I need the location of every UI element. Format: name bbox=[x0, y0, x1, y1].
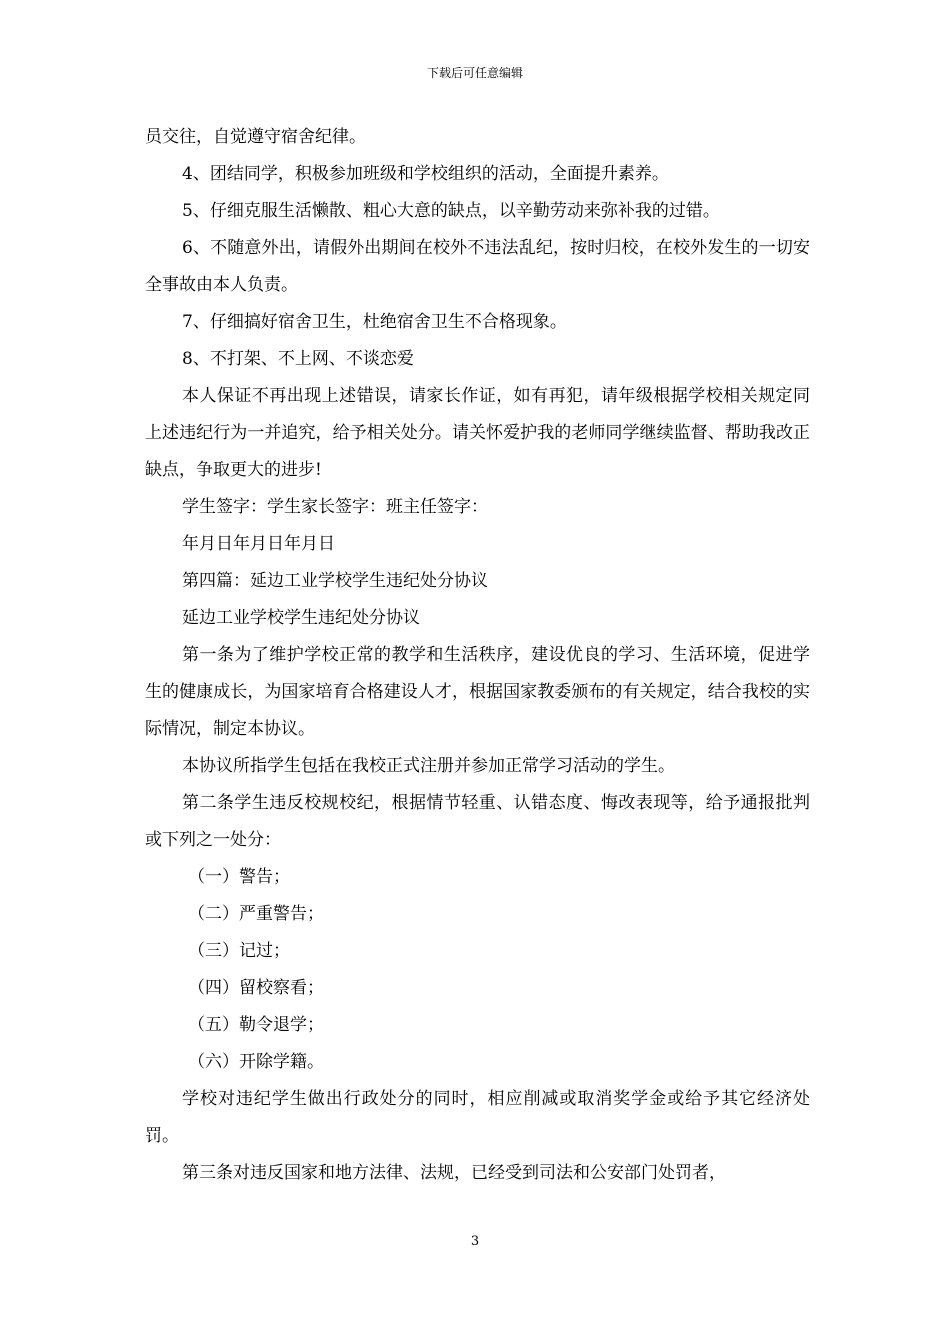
date-line: 年月日年月日年月日 bbox=[182, 534, 335, 554]
section-heading: 第四篇：延边工业学校学生违纪处分协议 bbox=[182, 571, 488, 591]
document-body bbox=[145, 119, 810, 1192]
guarantee-paragraph: 本人保证不再出现上述错误，请家长作证，如有再犯，请年级根据学校相关规定同上述违纪行为一并追究，给予相关处分。请关怀爱护我的老师同学继续监督、帮助我改正缺点，争取更大的进步! bbox=[145, 386, 810, 480]
economic-penalty-paragraph: 学校对违纪学生做出行政处分的同时，相应削减或取消奖学金或给予其它经济处罚。 bbox=[145, 1089, 810, 1146]
list-item-6: 6、不随意外出，请假外出期间在校外不违法乱纪，按时归校，在校外发生的一切安全事故由本人负责。 bbox=[145, 238, 810, 295]
article-3: 第三条对违反国家和地方法律、法规，已经受到司法和公安部门处罚者， bbox=[182, 1163, 726, 1183]
penalty-item: （一）警告； bbox=[188, 867, 290, 887]
page-number: 3 bbox=[470, 1234, 480, 1249]
list-item-7: 7、仔细搞好宿舍卫生，杜绝宿舍卫生不合格现象。 bbox=[182, 312, 567, 332]
article-2: 第二条学生违反校规校纪，根据情节轻重、认错态度、悔改表现等，给予通报批判或下列之一处分： bbox=[145, 793, 810, 850]
scope-paragraph: 本协议所指学生包括在我校正式注册并参加正常学习活动的学生。 bbox=[182, 756, 675, 776]
penalty-item: （六）开除学籍。 bbox=[188, 1052, 324, 1072]
penalty-item: （五）勒令退学； bbox=[188, 1015, 324, 1035]
list-item-8: 8、不打架、不上网、不谈恋爱 bbox=[182, 349, 414, 369]
list-item-4: 4、团结同学，积极参加班级和学校组织的活动，全面提升素养。 bbox=[182, 164, 669, 184]
article-1: 第一条为了维护学校正常的教学和生活秩序，建设优良的学习、生活环境，促进学生的健康成长，为国家培育合格建设人才，根据国家教委颁布的有关规定，结合我校的实际情况，制定本协议。 bbox=[145, 645, 810, 739]
penalty-item: （四）留校察看； bbox=[188, 978, 324, 998]
page-header: 下载后可任意编辑 bbox=[426, 66, 523, 80]
list-item-5: 5、仔细克服生活懒散、粗心大意的缺点，以辛勤劳动来弥补我的过错。 bbox=[182, 201, 720, 221]
signature-line: 学生签字：学生家长签字：班主任签字： bbox=[182, 497, 488, 517]
penalty-item: （三）记过； bbox=[188, 941, 290, 961]
penalty-item: （二）严重警告； bbox=[188, 904, 324, 924]
document-title: 延边工业学校学生违纪处分协议 bbox=[182, 608, 420, 628]
paragraph-continuation: 员交往，自觉遵守宿舍纪律。 bbox=[145, 127, 366, 147]
